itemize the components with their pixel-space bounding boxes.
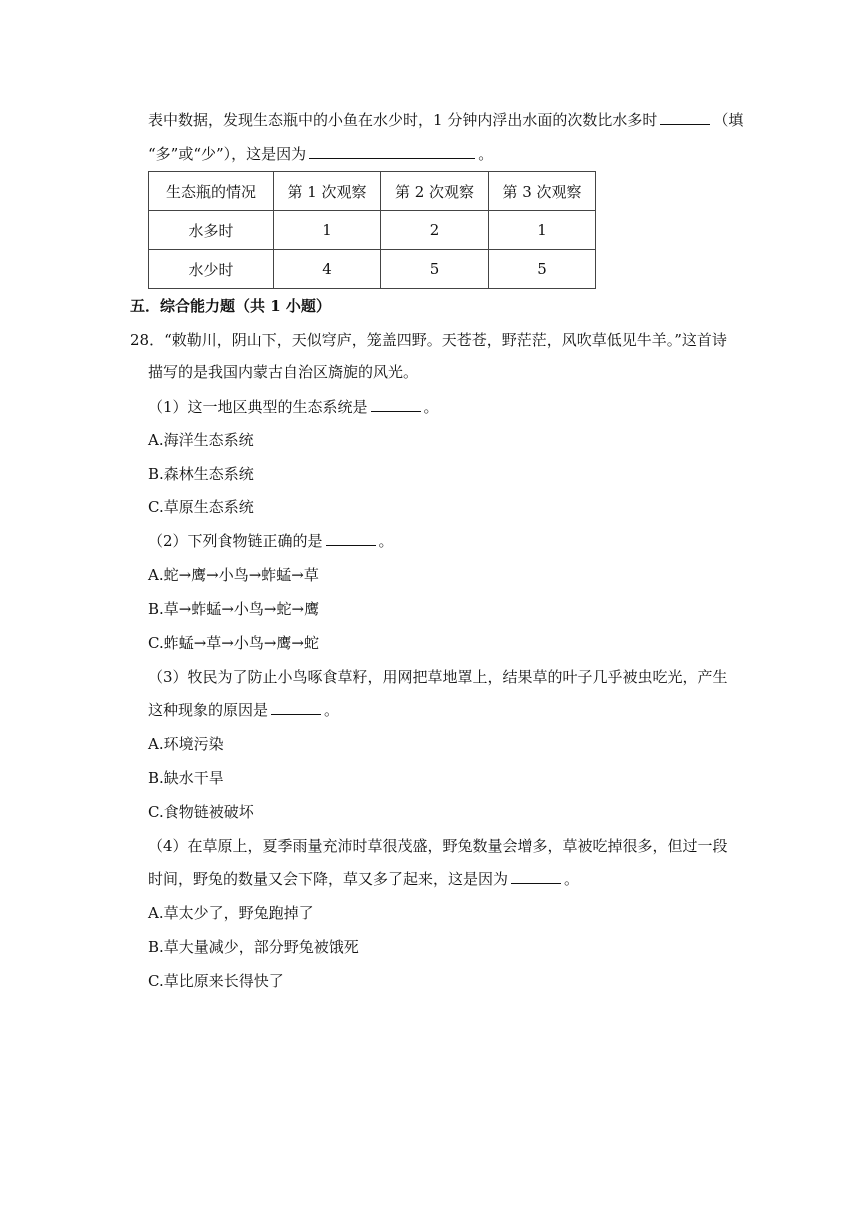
observation-table <box>148 171 596 289</box>
sub-question-1-text: （1）这一地区典型的生态系统是 <box>148 398 368 416</box>
sub-question-4-tail: 。 <box>564 870 580 888</box>
table-header-cell: 第 3 次观察 <box>489 172 596 211</box>
sub-question-2-tail: 。 <box>378 532 394 550</box>
option-item[interactable]: B.草大量减少，部分野兔被饿死 <box>148 938 359 956</box>
option-item[interactable]: A.草太少了，野兔跑掉了 <box>148 904 314 922</box>
intro-line-1-text: 表中数据，发现生态瓶中的小鱼在水少时，1 分钟内浮出水面的次数比水多时 <box>148 111 658 129</box>
answer-blank-sub2[interactable] <box>326 531 376 546</box>
sub-question-3-text: 这种现象的原因是 <box>148 701 269 719</box>
option-item[interactable]: B.森林生态系统 <box>148 465 254 483</box>
sub-question-1 <box>148 397 439 417</box>
option-item[interactable]: C.草比原来长得快了 <box>148 972 284 990</box>
table-header-cell: 第 1 次观察 <box>274 172 381 211</box>
sub-question-3-line-1: （3）牧民为了防止小鸟啄食草籽，用网把草地罩上，结果草的叶子几乎被虫吃光，产生 <box>148 668 728 686</box>
question-stem-line-2: 描写的是我国内蒙古自治区旖旎的风光。 <box>148 363 419 381</box>
table-cell: 1 <box>274 211 381 250</box>
table-row <box>149 211 596 250</box>
sub-question-3-line-2 <box>148 700 339 720</box>
option-item[interactable]: A.海洋生态系统 <box>148 431 254 449</box>
table-header-cell: 生态瓶的情况 <box>149 172 274 211</box>
intro-line-2 <box>148 144 493 164</box>
table-header-cell: 第 2 次观察 <box>381 172 489 211</box>
answer-blank-sub4[interactable] <box>511 869 561 884</box>
intro-line-1 <box>148 110 743 130</box>
table-cell: 1 <box>489 211 596 250</box>
table-cell: 5 <box>489 250 596 289</box>
option-item[interactable]: C.草原生态系统 <box>148 498 254 516</box>
answer-blank-sub3[interactable] <box>271 700 321 715</box>
table-cell: 2 <box>381 211 489 250</box>
table-cell: 4 <box>274 250 381 289</box>
sub-question-4-text: 时间，野兔的数量又会下降，草又多了起来，这是因为 <box>148 870 509 888</box>
option-item[interactable]: B.缺水干旱 <box>148 769 224 787</box>
table-header-row <box>149 172 596 211</box>
sub-question-1-tail: 。 <box>423 398 439 416</box>
option-item[interactable]: C.蚱蜢→草→小鸟→鹰→蛇 <box>148 634 319 652</box>
intro-line-2-text: “多”或“少”），这是因为 <box>148 145 307 163</box>
sub-question-3-tail: 。 <box>324 701 340 719</box>
table-cell: 水多时 <box>149 211 274 250</box>
sub-question-2-text: （2）下列食物链正确的是 <box>148 532 323 550</box>
answer-blank-1[interactable] <box>660 110 710 125</box>
option-item[interactable]: B.草→蚱蜢→小鸟→蛇→鹰 <box>148 600 320 618</box>
table-row <box>149 250 596 289</box>
section-title: 五．综合能力题（共 1 小题） <box>130 297 331 315</box>
sub-question-4-line-1: （4）在草原上，夏季雨量充沛时草很茂盛，野兔数量会增多，草被吃掉很多，但过一段 <box>148 837 728 855</box>
option-item[interactable]: A.环境污染 <box>148 735 224 753</box>
option-item[interactable]: C.食物链被破坏 <box>148 803 254 821</box>
answer-blank-2[interactable] <box>309 144 475 159</box>
sub-question-2 <box>148 531 394 551</box>
question-stem-line-1: 28．“敕勒川，阴山下，天似穹庐，笼盖四野。天苍苍，野茫茫，风吹草低见牛羊。”这首诗 <box>130 331 727 349</box>
answer-blank-sub1[interactable] <box>371 397 421 412</box>
option-item[interactable]: A.蛇→鹰→小鸟→蚱蜢→草 <box>148 566 319 584</box>
sub-question-4-line-2 <box>148 869 579 889</box>
intro-line-1-tail: （填 <box>713 111 744 129</box>
table-cell: 水少时 <box>149 250 274 289</box>
intro-line-2-tail: 。 <box>478 145 494 163</box>
table-cell: 5 <box>381 250 489 289</box>
